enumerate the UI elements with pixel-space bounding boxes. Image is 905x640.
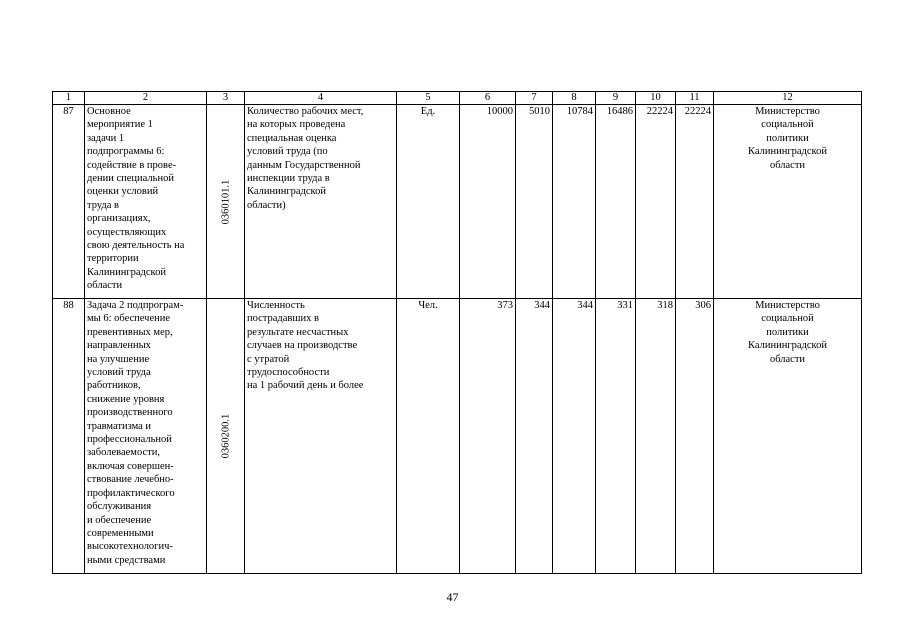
header-col-4: 4 [245, 92, 397, 105]
budget-code-cell [207, 299, 245, 574]
row-number: 88 [53, 299, 85, 574]
text-line: производственного [87, 407, 173, 419]
measure-name [85, 299, 207, 574]
text-line: Калининградской [748, 146, 827, 158]
responsible-org [714, 299, 862, 574]
header-col-9: 9 [596, 92, 636, 105]
value-col-10: 22224 [636, 105, 676, 299]
text-line: заболеваемости, [87, 447, 160, 459]
text-line: Министерство [755, 106, 820, 117]
text-line: пострадавших в [247, 313, 319, 325]
text-line: травматизма и [87, 420, 152, 432]
value-col-9: 331 [596, 299, 636, 574]
text-line: на улучшение [87, 353, 150, 365]
text-line: высокотехнологич- [87, 541, 173, 553]
value-col-11: 306 [676, 299, 714, 574]
text-line: Численность [247, 300, 305, 311]
header-col-6: 6 [460, 92, 516, 105]
text-line: Калининградской [247, 186, 326, 198]
text-line: превентивных мер, [87, 326, 173, 338]
text-line: области [87, 280, 123, 292]
indicator-name [245, 105, 397, 299]
table-row [53, 299, 862, 574]
text-line: области [769, 353, 806, 365]
text-line: и обеспечение [87, 514, 152, 526]
text-line: подпрограммы 6: [87, 146, 165, 158]
text-line: специальная оценка [247, 132, 337, 144]
text-line: работников, [87, 380, 141, 392]
text-line: случаев на производстве [247, 340, 358, 352]
unit: Ед. [397, 105, 460, 299]
value-col-9: 16486 [596, 105, 636, 299]
text-line: инспекции труда в [247, 173, 330, 185]
text-line: территории [87, 253, 139, 265]
text-line: направленных [87, 340, 151, 352]
program-table [52, 91, 862, 574]
responsible-org [714, 105, 862, 299]
row-number: 87 [53, 105, 85, 299]
text-line: организациях, [87, 213, 151, 225]
text-line: профессиональной [87, 434, 172, 446]
text-line: области [769, 159, 806, 171]
text-line: оценки условий [87, 186, 159, 198]
budget-code-cell [207, 105, 245, 299]
text-line: условий труда [87, 367, 151, 379]
text-line: области) [247, 199, 286, 211]
text-line: Калининградской [748, 340, 827, 352]
value-col-11: 22224 [676, 105, 714, 299]
value-col-6: 373 [460, 299, 516, 574]
text-line: профилактического [87, 487, 175, 499]
text-line: ными средствами [87, 554, 166, 566]
header-col-3: 3 [207, 92, 245, 105]
text-line: Калининградской [87, 266, 166, 278]
header-col-11: 11 [676, 92, 714, 105]
header-col-2: 2 [85, 92, 207, 105]
text-line: снижение уровня [87, 393, 165, 405]
text-line: на которых проведена [247, 119, 346, 131]
indicator-name [245, 299, 397, 574]
text-line: условий труда (по [247, 146, 328, 158]
header-col-10: 10 [636, 92, 676, 105]
header-col-7: 7 [516, 92, 553, 105]
value-col-7: 344 [516, 299, 553, 574]
text-line: Задача 2 подпрограм- [87, 300, 184, 311]
text-line: осуществляющих [87, 226, 167, 238]
text-line: на 1 рабочий день и более [247, 380, 364, 392]
budget-code: 0360101.1 [219, 179, 231, 224]
value-col-8: 10784 [553, 105, 596, 299]
text-line: данным Государственной [247, 159, 361, 171]
header-col-1: 1 [53, 92, 85, 105]
text-line: Министерство [755, 300, 820, 311]
text-line: содействие в прове- [87, 159, 177, 171]
text-line: политики [766, 326, 809, 338]
header-col-8: 8 [553, 92, 596, 105]
value-col-8: 344 [553, 299, 596, 574]
value-col-6: 10000 [460, 105, 516, 299]
text-line: мероприятие 1 [87, 119, 153, 131]
header-col-5: 5 [397, 92, 460, 105]
text-line: результате несчастных [247, 326, 349, 338]
text-line: с утратой [247, 353, 290, 365]
text-line: политики [766, 132, 809, 144]
text-line: Основное [87, 106, 131, 117]
value-col-7: 5010 [516, 105, 553, 299]
unit: Чел. [397, 299, 460, 574]
text-line: труда в [87, 199, 120, 211]
text-line: ствование лечебно- [87, 474, 174, 486]
text-line: современными [87, 527, 154, 539]
text-line: включая совершен- [87, 460, 174, 472]
measure-name [85, 105, 207, 299]
text-line: обслуживания [87, 501, 152, 513]
text-line: социальной [761, 119, 814, 131]
text-line: задачи 1 [87, 132, 125, 144]
text-line: трудоспособности [247, 367, 330, 379]
text-line: социальной [761, 313, 814, 325]
header-row [53, 92, 862, 105]
text-line: дении специальной [87, 173, 174, 185]
budget-code: 0360200.1 [219, 413, 231, 459]
page-number: 47 [446, 590, 459, 604]
text-line: свою деятельность на [87, 240, 185, 252]
value-col-10: 318 [636, 299, 676, 574]
text-line: мы 6: обеспечение [87, 313, 171, 325]
text-line: Количество рабочих мест, [247, 106, 364, 117]
header-col-12: 12 [714, 92, 862, 105]
table-row [53, 105, 862, 299]
